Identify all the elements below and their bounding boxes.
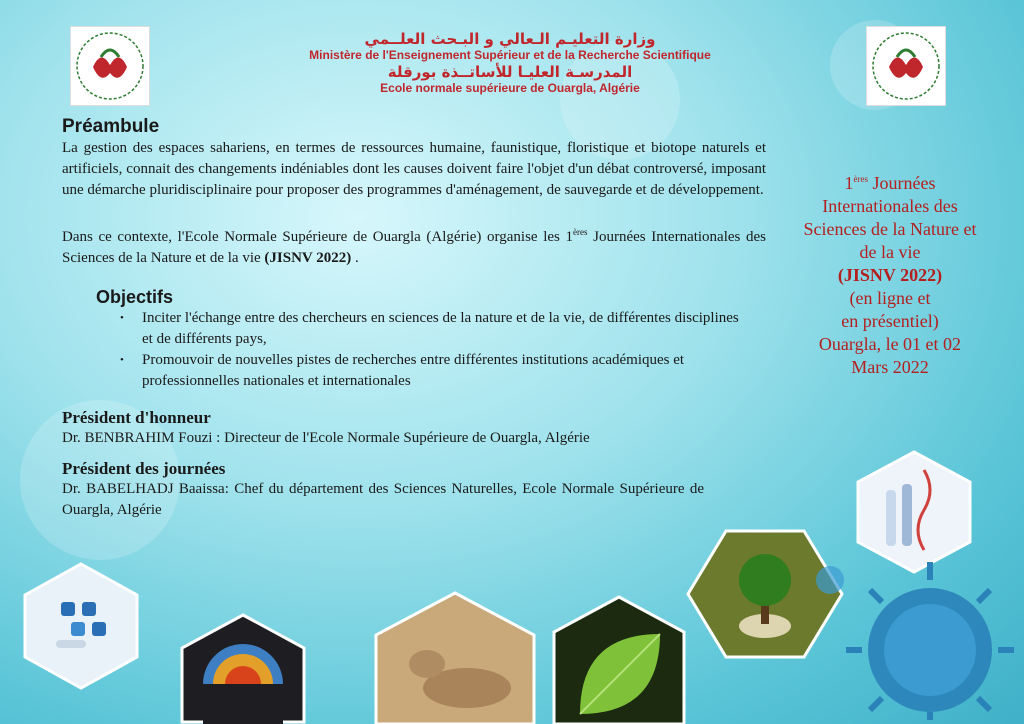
days-president-text: Dr. BABELHADJ Baaissa: Chef du département des Sciences Naturelles, Ecole Normale Supérieure de Ouargla, Algérie — [62, 481, 704, 518]
event-date-line2: Mars 2022 — [851, 357, 929, 377]
virus-illustration — [810, 540, 1024, 724]
event-acronym: (JISNV 2022) — [837, 265, 943, 285]
preamble-title: Préambule — [62, 116, 160, 137]
event-date-line1: Ouargla, le 01 et 02 — [818, 334, 962, 354]
event-title-line4: de la vie — [859, 242, 921, 262]
days-president-title: Président des journées — [62, 459, 226, 478]
list-item: • Promouvoir de nouvelles pistes de recherches entre différentes institutions académiques et professionnelles nationales et internationales — [142, 350, 742, 392]
event-mode-line1: (en ligne et — [849, 288, 931, 308]
school-logo-right — [866, 26, 946, 106]
main-content — [62, 116, 766, 521]
event-title-line1: 1ères Journées — [844, 173, 936, 193]
event-summary — [776, 168, 1004, 379]
ministry-arabic: وزارة التعليـم الـعالي و البـحث العلــمي — [364, 30, 656, 48]
preamble-paragraph-1: La gestion des espaces sahariens, en termes de ressources humaine, faunistique, floristique et biotope naturels et artificiels, connait des changements indéniables dont les causes doivent faire l'objet d'un débat controversé, imposant une démarche pluridisciplinaire pour proposer des programmes d'aménagement, de sauvegarde et de développement. — [62, 140, 766, 198]
event-mode-line2: en présentiel) — [841, 311, 939, 331]
leaf-hexagon-image — [550, 594, 688, 724]
objectives-title: Objectifs — [96, 287, 174, 307]
event-title-line2: Internationales des — [822, 196, 958, 216]
honorary-president-text: Dr. BENBRAHIM Fouzi : Directeur de l'Ecole Normale Supérieure de Ouargla, Algérie — [62, 430, 590, 446]
objectives-list — [62, 308, 742, 392]
list-item: • Inciter l'échange entre des chercheurs en sciences de la nature et de la vie, de différentes disciplines et de différents pays, — [142, 308, 742, 350]
earth-layers-hexagon-image — [176, 612, 310, 724]
camel-hexagon-image — [372, 590, 538, 724]
medical-tech-hexagon-image — [16, 560, 146, 690]
event-title-line3: Sciences de la Nature et — [803, 219, 977, 239]
honorary-president-title: Président d'honneur — [62, 408, 211, 427]
school-logo-left — [70, 26, 150, 106]
letterhead — [240, 30, 780, 96]
school-arabic: المدرسـة العليـا للأساتــذة بورقلة — [387, 63, 633, 81]
preamble-paragraph-2: Dans ce contexte, l'Ecole Normale Supérieure de Ouargla (Algérie) organise les 1ères Journées Internationales des Sciences de la Nature et de la vie (JISNV 2022) . — [62, 227, 767, 266]
ministry-french: Ministère de l'Enseignement Supérieur et de la Recherche Scientifique — [309, 48, 711, 62]
school-french: Ecole normale supérieure de Ouargla, Algérie — [380, 81, 640, 95]
